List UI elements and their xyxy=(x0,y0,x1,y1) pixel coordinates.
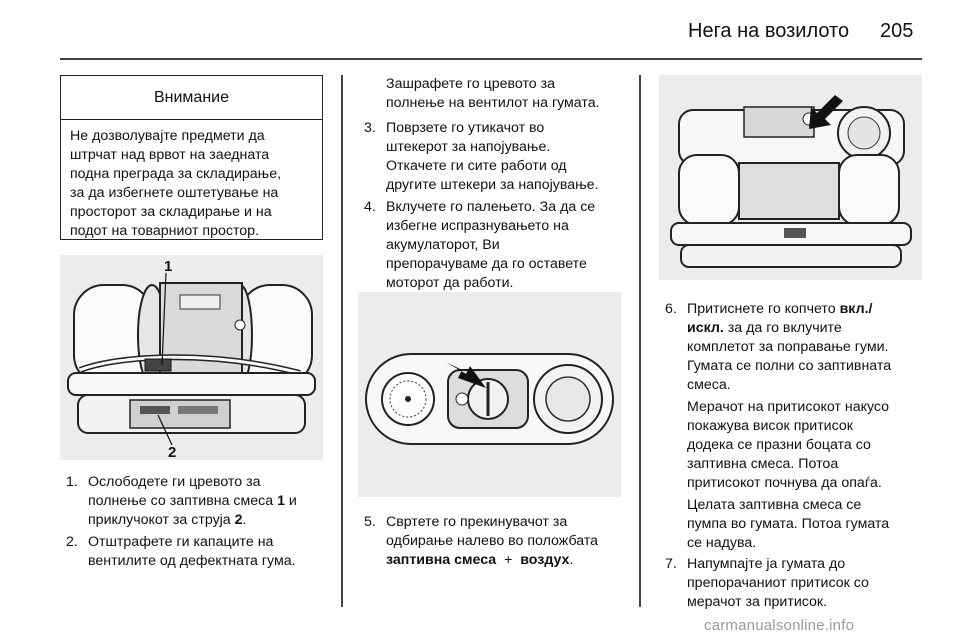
step-line: Поврзете го утикачот во xyxy=(386,120,545,136)
mode-air: воздух xyxy=(520,552,570,568)
step-number: 5. xyxy=(364,514,376,530)
step-line: Свртете го прекинувачот за xyxy=(386,514,568,530)
para-line: Целата заптивна смеса се xyxy=(687,497,862,513)
header-rule xyxy=(60,58,922,60)
step-line: заптивна смеса + воздух. xyxy=(386,552,574,568)
para-line: заптивна смеса. Потоа xyxy=(687,456,839,472)
ref-label-2: 2 xyxy=(234,512,243,528)
step-line: Вклучете го палењето. За да се xyxy=(386,199,596,215)
step-line: акумулаторот, Ви xyxy=(386,237,500,253)
ref-label-1: 1 xyxy=(277,493,285,509)
step-line: одбирање налево во положбата xyxy=(386,533,599,549)
pump-paragraph xyxy=(687,496,955,553)
warning-title: Внимание xyxy=(61,76,322,120)
warning-line: штрчат над врвот на заедната xyxy=(70,147,270,163)
column-divider-2 xyxy=(639,75,641,607)
step-line: Ослободете ги цревото за xyxy=(88,474,261,490)
warning-box xyxy=(60,75,323,240)
gauge-paragraph xyxy=(687,398,955,493)
step-line: Напумпајте ја гумата до xyxy=(687,556,846,572)
step-line: приклучокот за струја 2. xyxy=(88,512,247,528)
page-number: 205 xyxy=(880,20,914,42)
step-number: 4. xyxy=(364,199,376,215)
mode-sealant: заптивна смеса xyxy=(386,552,497,568)
step-line: полнење со заптивна смеса 1 и xyxy=(88,493,297,509)
warning-body xyxy=(61,120,322,248)
step-line: вентилите од дефектната гума. xyxy=(88,553,296,569)
compressor-button-figure xyxy=(659,75,922,280)
step-line: Гумата се полни со заптивната xyxy=(687,358,892,374)
selector-switch-illustration xyxy=(358,292,621,497)
figure-callout-2: 2 xyxy=(168,444,177,460)
step-line: полнење на вентилот на гумата. xyxy=(386,95,600,111)
step-line: искл. за да го вклучите xyxy=(687,320,842,336)
on-off-button-label: вкл./ xyxy=(839,301,873,317)
step-line: Откачете ги сите работи од xyxy=(386,158,567,174)
step-line: другите штекери за напојување. xyxy=(386,177,599,193)
step-line: моторот да работи. xyxy=(386,275,514,291)
figure-callout-1: 1 xyxy=(164,258,173,275)
warning-line: за да избегнете оштетување на xyxy=(70,185,279,201)
step-number: 3. xyxy=(364,120,376,136)
step-line: комплетот за поправање гуми. xyxy=(687,339,889,355)
para-line: притисокот почнува да опаѓа. xyxy=(687,475,882,491)
step-line: Зашрафете го цревото за xyxy=(386,76,556,92)
para-line: Мерачот на притисокот накусо xyxy=(687,399,890,415)
step-number: 6. xyxy=(665,301,677,317)
para-line: додека се празни боцата со xyxy=(687,437,871,453)
warning-line: подна преграда за складирање, xyxy=(70,166,282,182)
step-line: избегне испразнувањето на xyxy=(386,218,569,234)
compressor-hose-figure xyxy=(60,255,323,460)
warning-line: просторот за складирање и на xyxy=(70,204,272,220)
compressor-button-illustration xyxy=(659,75,922,280)
step-number: 2. xyxy=(66,534,78,550)
warning-line: подот на товарниот простор. xyxy=(70,223,260,239)
watermark-text: carmanualsonline.info xyxy=(704,617,855,634)
step-line: Отштрафете ги капаците на xyxy=(88,534,274,550)
step-line: мерачот за притисок. xyxy=(687,594,828,610)
step-line: Притиснете го копчето вкл./ xyxy=(687,301,873,317)
step-number: 7. xyxy=(665,556,677,572)
selector-switch-figure xyxy=(358,292,621,497)
warning-line: Не дозволувајте предмети да xyxy=(70,128,265,144)
step-line: препорачаниот притисок со xyxy=(687,575,869,591)
step-2-continuation xyxy=(386,75,636,113)
page-header-title: Нега на возилото xyxy=(688,20,850,42)
step-number: 1. xyxy=(66,474,78,490)
step-line: штекерот за напојување. xyxy=(386,139,551,155)
para-line: пумпа во гумата. Потоа гумата xyxy=(687,516,890,532)
step-line: смеса. xyxy=(687,377,731,393)
step-line: препорачуваме да го оставете xyxy=(386,256,587,272)
para-line: покажува висок притисок xyxy=(687,418,853,434)
para-line: се надува. xyxy=(687,535,757,551)
compressor-hose-illustration xyxy=(60,255,323,460)
column-divider-1 xyxy=(341,75,343,607)
